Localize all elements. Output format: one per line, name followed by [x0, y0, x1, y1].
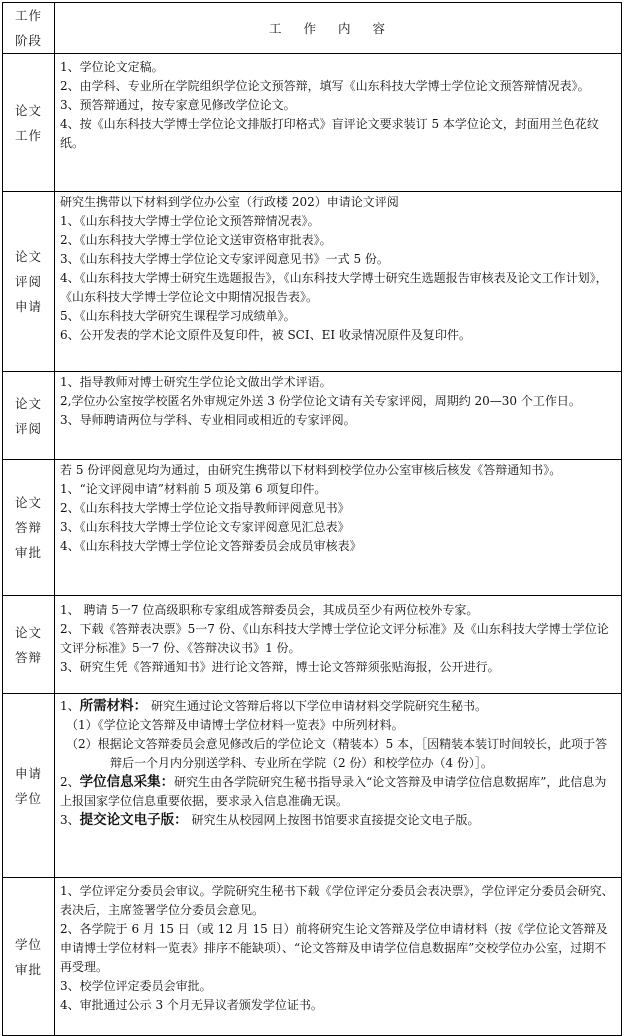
content-cell	[55, 192, 622, 372]
header-stage: 工作阶段	[3, 3, 55, 54]
content-cell	[55, 54, 622, 192]
table-row	[3, 372, 622, 460]
header-content: 工作内容	[55, 3, 622, 54]
stage-cell: 论文评阅	[3, 372, 55, 460]
list-item: 2、《山东科技大学博士学位论文送审资格审批表》。	[60, 233, 332, 247]
list-item: 3、导师聘请两位与学科、专业相同或相近的专家评阅。	[60, 413, 356, 427]
list-item: 2、下载《答辩表决票》5一7 份、《山东科技大学博士学位论文评分标准》及《山东科技大学博士学位论文评分标准》5一7 份、《答辩决议书》1 份。	[60, 622, 609, 655]
list-item: 4、《山东科技大学博士研究生选题报告》，《山东科技大学博士研究生选题报告审核表及论文工作计划》，《山东科技大学博士学位论文中期情况报告表》。	[60, 271, 608, 304]
list-item: 1、《山东科技大学博士学位论文预答辩情况表》。	[60, 214, 320, 228]
list-item: （2）根据论文答辩委员会意见修改后的学位论文（精装本）5 本，［因精装本装订时间较长，此项于答辩后一个月内分别送学科、专业所在学院（2 份）和校学位办（4 份）］。	[66, 737, 608, 770]
list-item: 3、《山东科技大学博士学位论文专家评阅意见书》一式 5 份。	[60, 252, 389, 266]
list-item: 1、学位评定分委员会审议。学院研究生秘书下载《学位评定分委员会表决票》，学位评定分委员会研究、表决后，主席签署学位分委员会意见。	[60, 884, 614, 917]
info-collection-heading: 学位信息采集：	[79, 774, 175, 790]
content-cell	[55, 372, 622, 460]
list-item: 1、 聘请 5一7 位高级职称专家组成答辩委员会，其成员至少有两位校外专家。	[60, 603, 479, 617]
list-item: 2、学位信息采集：研究生由各学院研究生秘书指导录入“论文答辩及申请学位信息数据库”，此信息为上报国家学位信息重要依据，要求录入信息准确无误。	[60, 774, 607, 808]
stage-cell: 申请学位	[3, 694, 55, 878]
list-item: 3、预答辩通过，按专家意见修改学位论文。	[60, 98, 296, 112]
stage-cell: 学位审批	[3, 878, 55, 1036]
list-item: 4、按《山东科技大学博士学位论文排版打印格式》盲评论文要求装订 5 本学位论文，封面用兰色花纹纸。	[60, 117, 599, 150]
table-row	[3, 878, 622, 1036]
list-item: 3、校学位评定委员会审批。	[60, 979, 212, 993]
stage-cell: 论文答辩审批	[3, 460, 55, 596]
materials-heading: 所需材料：	[79, 698, 148, 714]
list-item: 1、“论文评阅申请”材料前 5 项及第 6 项复印件。	[60, 482, 327, 496]
content-cell	[55, 460, 622, 596]
stage-cell: 论文工作	[3, 54, 55, 192]
list-item: 2、各学院于 6 月 15 日（或 12 月 15 日）前将研究生论文答辩及学位申请材料（按《学位论文答辩及申请博士学位材料一览表》排序不能缺项）、“论文答辩及申请学位信息数据库”交校学位办公室，过期不再受理。	[60, 922, 608, 974]
submit-thesis-heading: 提交论文电子版：	[79, 812, 188, 828]
list-item: （1）《学位论文答辩及申请博士学位材料一览表》中所列材料。	[66, 718, 404, 732]
table-row	[3, 596, 622, 694]
list-item: 3、提交论文电子版： 研究生从校园网上按图书馆要求直接提交论文电子版。	[60, 812, 480, 828]
list-item: 5、《山东科技大学研究生课程学习成绩单》。	[60, 309, 296, 323]
list-item: 4、审批通过公示 3 个月无异议者颁发学位证书。	[60, 998, 323, 1012]
list-item: 1、所需材料： 研究生通过论文答辩后将以下学位申请材料交学院研究生秘书。	[60, 698, 487, 714]
table-row	[3, 460, 622, 596]
table-row	[3, 192, 622, 372]
list-item: 2、由学科、专业所在学院组织学位论文预答辩，填写《山东科技大学博士学位论文预答辩情况表》。	[60, 79, 590, 93]
list-item: 研究生携带以下材料到学位办公室（行政楼 202）申请论文评阅	[60, 195, 399, 209]
workflow-table	[2, 2, 622, 1036]
list-item: 1、学位论文定稿。	[60, 60, 164, 74]
header-row	[3, 3, 622, 54]
list-item: 若 5 份评阅意见均为通过，由研究生携带以下材料到校学位办公室审核后核发《答辩通知书》。	[60, 463, 562, 477]
list-item: 3、研究生凭《答辩通知书》进行论文答辩，博士论文答辩须张贴海报，公开进行。	[60, 660, 500, 674]
list-item: 4、《山东科技大学博士学位论文答辩委员会成员审核表》	[60, 539, 362, 553]
stage-cell: 论文答辩	[3, 596, 55, 694]
list-item: 3、《山东科技大学博士学位论文专家评阅意见汇总表》	[60, 520, 350, 534]
list-item: 2、《山东科技大学博士学位论文指导教师评阅意见书》	[60, 501, 350, 515]
table-row	[3, 54, 622, 192]
content-cell	[55, 596, 622, 694]
content-cell	[55, 878, 622, 1036]
table-row	[3, 694, 622, 878]
stage-cell: 论文评阅申请	[3, 192, 55, 372]
list-item: 1、指导教师对博士研究生学位论文做出学术评语。	[60, 375, 332, 389]
content-cell	[55, 694, 622, 878]
list-item: 2,学位办公室按学校匿名外审规定外送 3 份学位论文请有关专家评阅，周期约 20—30 个工作日。	[60, 394, 581, 408]
list-item: 6、公开发表的学术论文原件及复印件，被 SCI、EI 收录情况原件及复印件。	[60, 328, 471, 342]
